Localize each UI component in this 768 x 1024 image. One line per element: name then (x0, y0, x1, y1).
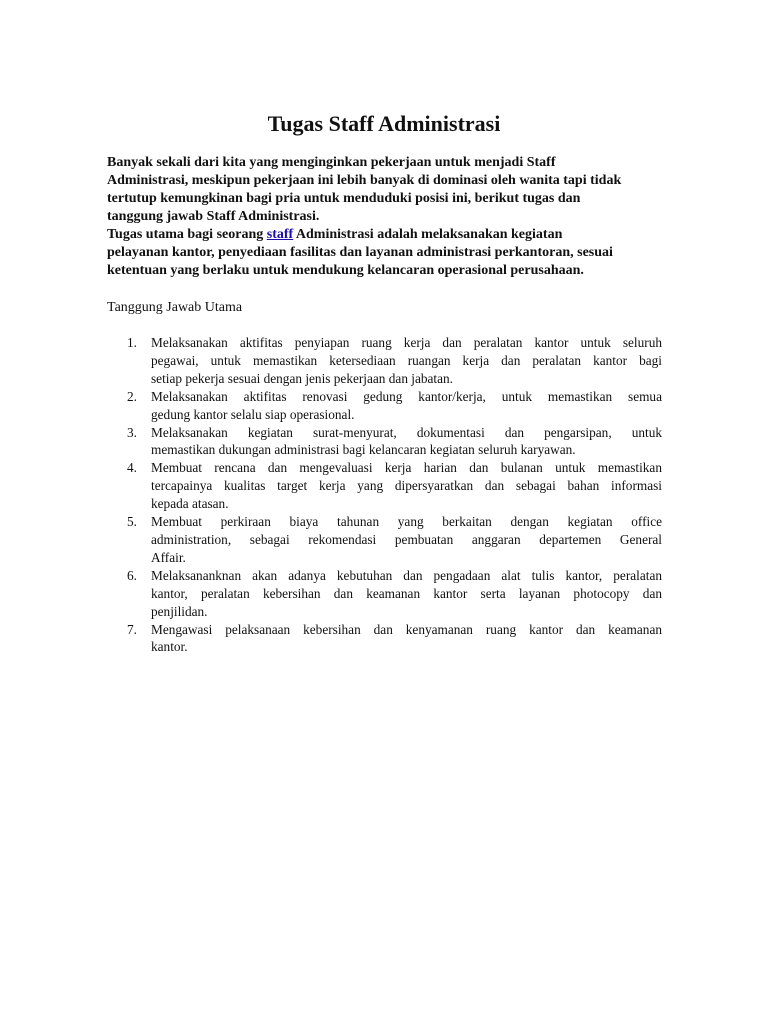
duty-text-line: gedung kantor selalu siap operasional. (151, 406, 355, 422)
intro-paragraph-2 (107, 226, 667, 280)
duty-text-line: kepada atasan. (151, 496, 229, 512)
section-heading: Tanggung Jawab Utama (107, 300, 243, 315)
duty-text-line: Mengawasi pelaksanaan kebersihan dan kenyamanan ruang kantor dan keamanan (151, 621, 662, 637)
duty-list-item (107, 459, 662, 513)
duty-text-line: Membuat perkiraan biaya tahunan yang berkaitan dengan kegiatan office (151, 514, 662, 530)
duties-list (107, 334, 662, 656)
intro-text-before-link: Tugas utama bagi seorang (107, 227, 267, 242)
duty-text-line: memastikan dukungan administrasi bagi kelancaran kegiatan seluruh karyawan. (151, 442, 576, 458)
duty-number: 3. (127, 424, 137, 440)
duty-text-line: setiap pekerja sesuai dengan jenis pekerjaan dan jabatan. (151, 370, 454, 386)
document-title: Tugas Staff Administrasi (267, 111, 501, 136)
duty-text-line: Melaksanakan kegiatan surat-menyurat, dokumentasi dan pengarsipan, untuk (151, 424, 662, 440)
duty-text-line: administration, sebagai rekomendasi pembuatan anggaran departemen General (151, 531, 662, 547)
duty-list-item (107, 567, 662, 621)
duty-list-item (107, 334, 662, 388)
intro-line (107, 226, 667, 244)
duty-list-item (107, 621, 662, 657)
duty-number: 2. (127, 388, 137, 404)
duty-number: 7. (127, 621, 137, 637)
intro-paragraph-1 (107, 154, 667, 226)
duty-number: 1. (127, 335, 137, 350)
duty-text-line: pegawai, untuk memastikan ketersediaan ruangan kerja dan peralatan kantor bagi (151, 352, 662, 368)
intro-text-after-link: Administrasi adalah melaksanakan kegiatan (293, 227, 563, 242)
intro-line: Banyak sekali dari kita yang menginginkan pekerjaan untuk menjadi Staff (107, 155, 556, 170)
duty-list-item (107, 513, 662, 567)
duty-text-line: tercapainya kualitas target kerja yang dipersyaratkan dan sebagai bahan informasi (151, 478, 662, 494)
intro-section (107, 154, 667, 280)
duty-list-item (107, 424, 662, 460)
intro-line: tanggung jawab Staff Administrasi. (107, 209, 320, 224)
duty-text-line: kantor, peralatan kebersihan dan keamanan kantor serta layanan photocopy dan (151, 585, 662, 601)
duty-text-line: Melaksananknan akan adanya kebutuhan dan pengadaan alat tulis kantor, peralatan (151, 567, 662, 583)
duty-number: 4. (127, 460, 137, 476)
intro-line: Administrasi, meskipun pekerjaan ini lebih banyak di dominasi oleh wanita tapi tidak (107, 173, 622, 188)
duty-text-line: Membuat rencana dan mengevaluasi kerja harian dan bulanan untuk memastikan (151, 460, 662, 476)
duty-text-line: penjilidan. (151, 603, 208, 619)
duty-text-line: kantor. (151, 639, 188, 655)
intro-line: ketentuan yang berlaku untuk mendukung kelancaran operasional perusahaan. (107, 263, 584, 278)
intro-line: pelayanan kantor, penyediaan fasilitas dan layanan administrasi perkantoran, sesuai (107, 245, 613, 260)
duty-text-line: Affair. (151, 549, 186, 565)
intro-line: tertutup kemungkinan bagi pria untuk menduduki posisi ini, berikut tugas dan (107, 191, 581, 206)
duty-text-line: Melaksanakan aktifitas penyiapan ruang kerja dan peralatan kantor untuk seluruh (151, 335, 662, 350)
duty-number: 5. (127, 514, 137, 530)
duty-number: 6. (127, 567, 137, 583)
duty-list-item (107, 388, 662, 424)
staff-link[interactable]: staff (266, 227, 294, 242)
duty-text-line: Melaksanakan aktifitas renovasi gedung kantor/kerja, untuk memastikan semua (151, 388, 662, 404)
